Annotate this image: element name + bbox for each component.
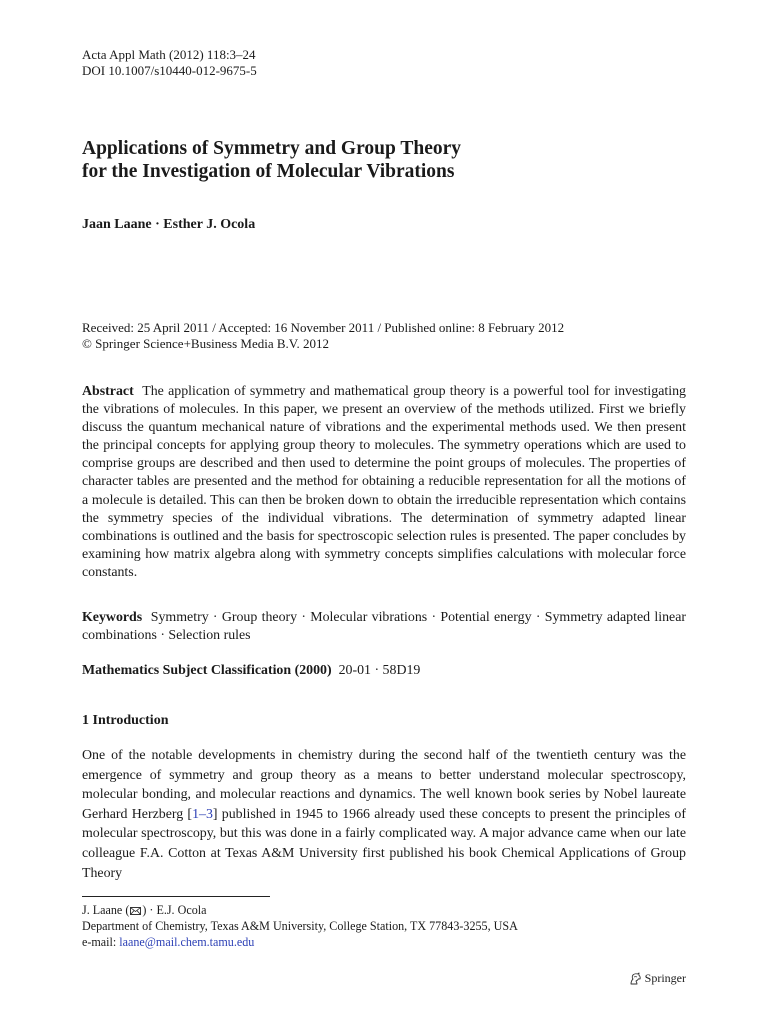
footnote-author-2: ) · E.J. Ocola [142,903,207,917]
abstract-text: The application of symmetry and mathematical group theory is a powerful tool for investigating the vibrations of molecules. In this paper, we present an overview of the methods utilized. First we briefly discuss the quantum mechanical nature of vibrations and the experimental methods used. We then present the principal concepts for applying group theory to molecules. The symmetry operations which are used to comprise groups are described and then used to determine the point groups of molecules. The properties of character tables are presented and the method for obtaining a reducible representation for all the motions of a molecule is detailed. This can then be broken down to obtain the irreducible representation which contains the symmetry species of the individual vibrations. The determination of symmetry adapted linear combinations is outlined and the basis for spectroscopic selection rules is presented. The paper concludes by examining how matrix algebra along with symmetry concepts simplifies calculations with molecular force constants. [82,384,686,580]
publication-dates [82,320,564,352]
envelope-icon [130,907,141,915]
footnote-email-line [82,934,686,950]
footnote-divider [82,896,270,897]
footnote-affiliation: Department of Chemistry, Texas A&M University, College Station, TX 77843-3255, USA [82,919,518,933]
email-label: e-mail: [82,935,120,949]
abstract-label: Abstract [82,384,134,399]
copyright-notice: © Springer Science+Business Media B.V. 2012 [82,336,329,351]
email-link[interactable]: laane@mail.chem.tamu.edu [119,935,255,949]
journal-doi: DOI 10.1007/s10440-012-9675-5 [82,63,257,78]
subject-classification [82,662,420,680]
citation-link[interactable]: 1–3 [192,806,213,822]
journal-citation: Acta Appl Math (2012) 118:3–24 [82,47,256,62]
intro-text-2: ] published in 1945 to 1966 already used these concepts to present the principles of molecular spectroscopy, but this was done in a fairly complicated way. A major advance came when our late colleague F.A. Cotton at Texas A&M University first published his book Chemical Applications of Group Theory [82,806,686,881]
footnote-author-1: J. Laane ( [82,903,130,917]
section-heading-introduction: 1 Introduction [82,713,169,728]
title-line-1: Applications of Symmetry and Group Theory [82,138,462,159]
abstract [82,383,686,582]
authors: Jaan Laane · Esther J. Ocola [82,217,256,232]
keywords-label: Keywords [82,610,143,625]
intro-text-1: One of the notable developments in chemistry during the second half of the twentieth century was the emergence of symmetry and group theory as a means to better understand molecular spectroscopy, molecular bonding, and molecular reactions and dynamics. The well known book series by Nobel laureate Gerhard Herzberg [ [82,748,686,822]
keywords-text: Symmetry · Group theory · Molecular vibrations · Potential energy · Symmetry adapted linear combinations · Selection rules [82,610,686,644]
author-footnote [82,902,686,950]
paper-page [82,0,686,1024]
publisher-name: Springer [644,971,686,985]
msc-label: Mathematics Subject Classification (2000) [82,663,332,678]
keywords [82,609,686,645]
publication-history: Received: 25 April 2011 / Accepted: 16 November 2011 / Published online: 8 February 2012 [82,320,565,335]
paper-title [82,137,686,183]
title-line-2: for the Investigation of Molecular Vibrations [82,161,455,182]
publisher-logo [628,971,686,986]
journal-reference [82,47,257,79]
introduction-paragraph [82,746,686,883]
springer-horse-icon [628,972,642,986]
footnote-authors [82,902,686,918]
msc-codes: 20-01 · 58D19 [338,663,421,678]
